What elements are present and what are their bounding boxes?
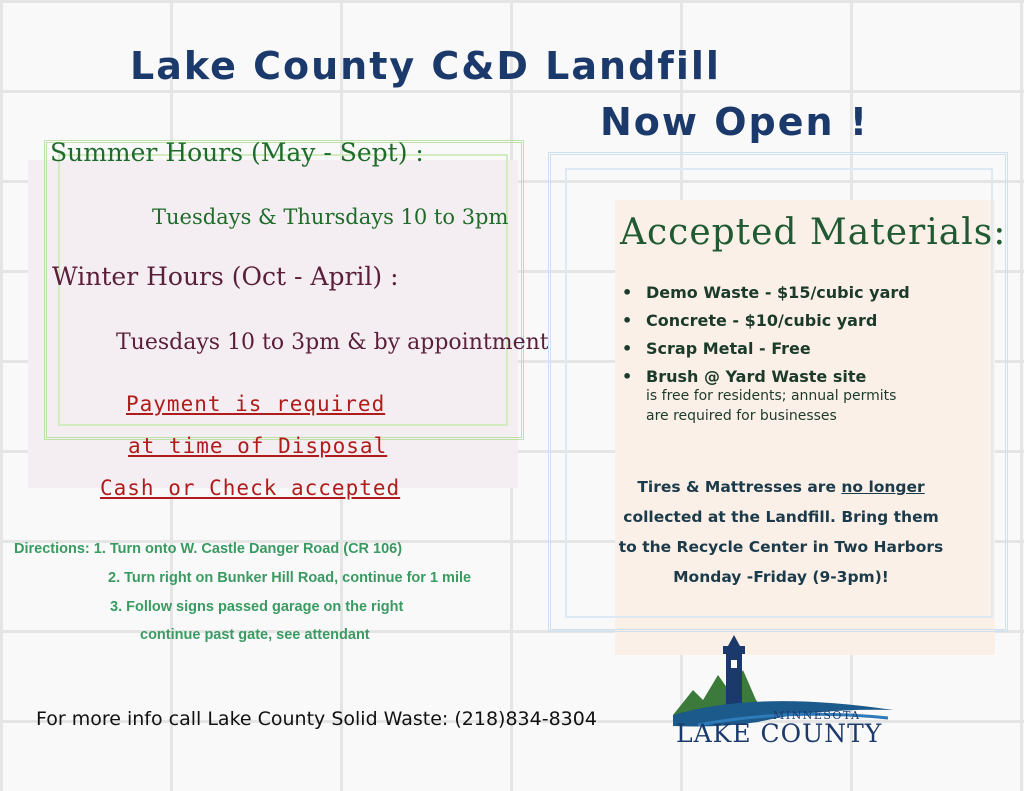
winter-hours-text: Tuesdays 10 to 3pm & by appointment: [116, 330, 549, 355]
list-item: [622, 283, 910, 302]
materials-list: [622, 283, 910, 435]
bullet-icon: •: [622, 311, 633, 330]
brush-note-line-1: is free for residents; annual permits: [646, 388, 897, 404]
page-subtitle: Now Open !: [600, 100, 870, 144]
logo-county-text: LAKE COUNTY: [676, 719, 883, 748]
tires-notice-line-2: collected at the Landfill. Bring them: [623, 508, 939, 526]
list-item: [622, 339, 910, 358]
no-longer-text: no longer: [841, 478, 925, 496]
brush-note-line-2: are required for businesses: [646, 408, 837, 424]
directions-step-3-continued: continue past gate, see attendant: [140, 627, 370, 643]
material-scrap-metal: Scrap Metal - Free: [646, 339, 811, 358]
summer-hours-text: Tuesdays & Thursdays 10 to 3pm: [152, 205, 509, 229]
bullet-icon: •: [622, 367, 633, 386]
tires-text: Tires & Mattresses are: [637, 478, 842, 496]
tires-notice: [598, 472, 964, 592]
directions-step-3: 3. Follow signs passed garage on the right: [110, 599, 404, 615]
payment-line-3: Cash or Check accepted: [100, 476, 401, 500]
payment-line-1: Payment is required: [126, 392, 386, 416]
summer-hours-heading: Summer Hours (May - Sept) :: [50, 138, 424, 167]
directions-step-2: 2. Turn right on Bunker Hill Road, continue for 1 mile: [108, 570, 472, 586]
material-concrete: Concrete - $10/cubic yard: [646, 311, 878, 330]
materials-heading: Accepted Materials:: [620, 212, 1007, 253]
directions-step-1: Directions: 1. Turn onto W. Castle Danger Road (CR 106): [14, 541, 403, 557]
payment-line-2: at time of Disposal: [128, 434, 388, 458]
contact-info: For more info call Lake County Solid Waste: (218)834-8304: [36, 708, 597, 730]
winter-hours-heading: Winter Hours (Oct - April) :: [52, 262, 399, 291]
logo-state-text: MINNESOTA: [773, 709, 861, 722]
bullet-icon: •: [622, 283, 633, 302]
tires-notice-line-3: to the Recycle Center in Two Harbors: [618, 538, 944, 556]
material-demo-waste: Demo Waste - $15/cubic yard: [646, 283, 910, 302]
list-item: [622, 367, 910, 426]
tires-notice-line-1: [598, 472, 964, 502]
bullet-icon: •: [622, 339, 633, 358]
material-brush: Brush @ Yard Waste site: [646, 367, 867, 386]
tires-notice-line-4: Monday -Friday (9-3pm)!: [673, 568, 889, 586]
page-title: Lake County C&D Landfill: [130, 44, 721, 88]
list-item: [622, 311, 910, 330]
